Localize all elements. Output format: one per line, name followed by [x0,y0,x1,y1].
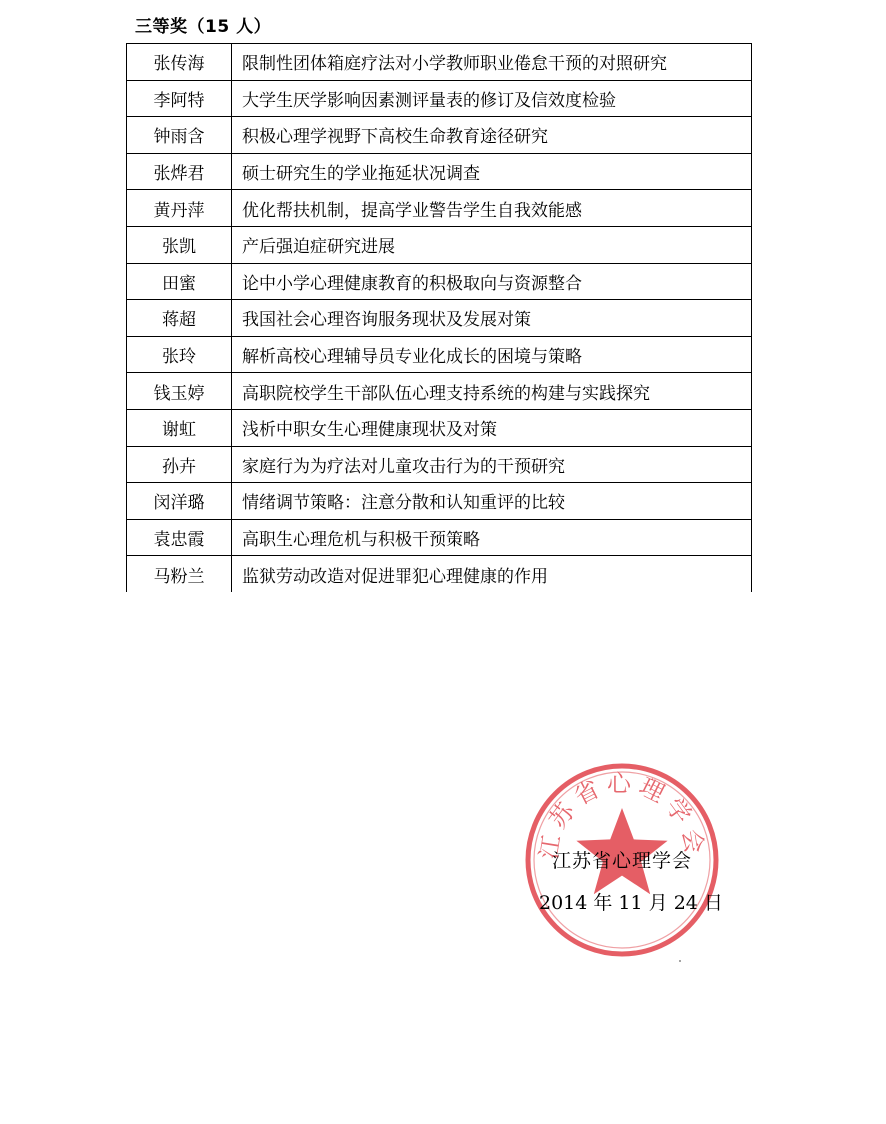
speck [679,960,681,962]
winner-name: 张烨君 [127,153,232,190]
table-row [127,263,752,300]
paper-title: 论中小学心理健康教育的积极取向与资源整合 [232,263,752,300]
table-row [127,226,752,263]
award-table [126,43,752,592]
winner-name: 闵洋璐 [127,483,232,520]
paper-title: 我国社会心理咨询服务现状及发展对策 [232,300,752,337]
paper-title: 高职生心理危机与积极干预策略 [232,519,752,556]
paper-title: 产后强迫症研究进展 [232,226,752,263]
winner-name: 田蜜 [127,263,232,300]
winner-name: 马粉兰 [127,556,232,592]
winner-name: 孙卉 [127,446,232,483]
paper-title: 家庭行为为疗法对儿童攻击行为的干预研究 [232,446,752,483]
winner-name: 蒋超 [127,300,232,337]
table-row [127,409,752,446]
paper-title: 监狱劳动改造对促进罪犯心理健康的作用 [232,556,752,592]
issue-date: 2014 年 11 月 24 日 [539,892,723,914]
table-row [127,153,752,190]
winner-name: 袁忠霞 [127,519,232,556]
table-row [127,44,752,81]
winner-name: 钱玉婷 [127,373,232,410]
winner-name: 钟雨含 [127,117,232,154]
winner-name: 张传海 [127,44,232,81]
table-row [127,483,752,520]
winner-name: 张凯 [127,226,232,263]
table-row [127,190,752,227]
paper-title: 限制性团体箱庭疗法对小学教师职业倦怠干预的对照研究 [232,44,752,81]
paper-title: 情绪调节策略：注意分散和认知重评的比较 [232,483,752,520]
table-row [127,446,752,483]
table-row [127,519,752,556]
paper-title: 高职院校学生干部队伍心理支持系统的构建与实践探究 [232,373,752,410]
table-row [127,336,752,373]
winner-name: 李阿特 [127,80,232,117]
table-row [127,556,752,592]
issuer-name: 江苏省心理学会 [552,850,693,872]
paper-title: 解析高校心理辅导员专业化成长的困境与策略 [232,336,752,373]
section-title: 三等奖（15 人） [135,17,272,37]
paper-title: 硕士研究生的学业拖延状况调查 [232,153,752,190]
seal-arc-text: 江苏省心理学会 [534,769,710,862]
paper-title: 优化帮扶机制，提高学业警告学生自我效能感 [232,190,752,227]
table-row [127,117,752,154]
winner-name: 张玲 [127,336,232,373]
winner-name: 谢虹 [127,409,232,446]
paper-title: 积极心理学视野下高校生命教育途径研究 [232,117,752,154]
paper-title: 浅析中职女生心理健康现状及对策 [232,409,752,446]
award-table-body [127,44,752,592]
table-row [127,80,752,117]
table-row [127,300,752,337]
winner-name: 黄丹萍 [127,190,232,227]
paper-title: 大学生厌学影响因素测评量表的修订及信效度检验 [232,80,752,117]
table-row [127,373,752,410]
